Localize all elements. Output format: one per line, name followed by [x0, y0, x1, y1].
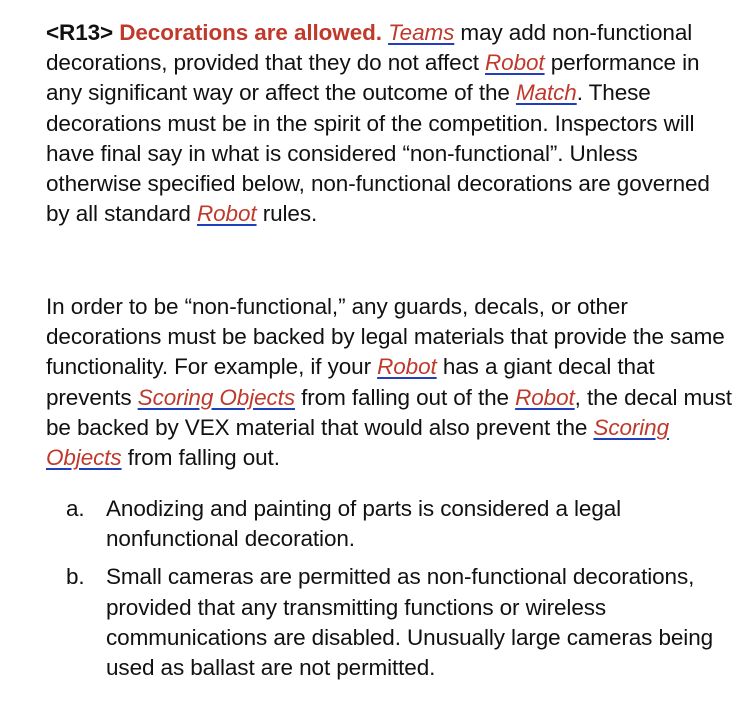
rule-paragraph-clarification: [46, 292, 736, 473]
list-marker: a.: [66, 496, 85, 521]
rule-body-text: rules.: [256, 201, 318, 227]
clarification-text: In order to be “non-functional,” any guards, decals, or other decorations must be backed by legal materials that provide the same functionality. For example, if your: [46, 294, 725, 380]
rule-body: [46, 20, 710, 226]
term-link-teams[interactable]: Teams: [388, 20, 455, 45]
term-link-match[interactable]: Match: [515, 80, 577, 106]
rule-paragraph-main: [46, 18, 736, 229]
list-item-text: Anodizing and painting of parts is considered a legal nonfunctional decoration.: [106, 496, 622, 552]
list-item: [66, 494, 726, 554]
clarification-text: from falling out of the: [294, 384, 516, 410]
term-link-scoring-objects[interactable]: Scoring Objects: [137, 384, 295, 410]
rule-body-text: . These decorations must be in the spirit of the competition. Inspectors will have final say in what is considered “non-functional”. Unless otherwise specified below, non-functional decorations are governed by all standard: [46, 80, 710, 227]
rule-body-text: may add non-functional decorations, provided that they do not affect: [46, 20, 693, 76]
term-link-robot[interactable]: Robot: [515, 384, 575, 410]
rule-id: <R13>: [46, 20, 114, 45]
rule-body-text: performance in any significant way or affect the outcome of the: [46, 50, 700, 106]
list-item-text: Small cameras are permitted as non-functional decorations, provided that any transmitting functions or wireless communications are disabled. Unusually large cameras being used as ballast are not permitted.: [106, 564, 714, 681]
term-link-robot[interactable]: Robot: [197, 201, 257, 227]
term-link-robot[interactable]: Robot: [485, 50, 545, 76]
term-link-robot[interactable]: Robot: [377, 354, 437, 380]
rule-sub-items: [66, 494, 726, 691]
clarification-text: , the decal must be backed by VEX material that would also prevent the: [46, 384, 732, 440]
rule-title: Decorations are allowed.: [119, 20, 382, 45]
list-marker: b.: [66, 564, 85, 590]
list-item: [66, 562, 726, 683]
clarification-text: from falling out.: [121, 445, 280, 471]
clarification-text: has a giant decal that prevents: [46, 354, 655, 410]
term-link-scoring-objects[interactable]: Scoring Objects: [46, 414, 670, 471]
